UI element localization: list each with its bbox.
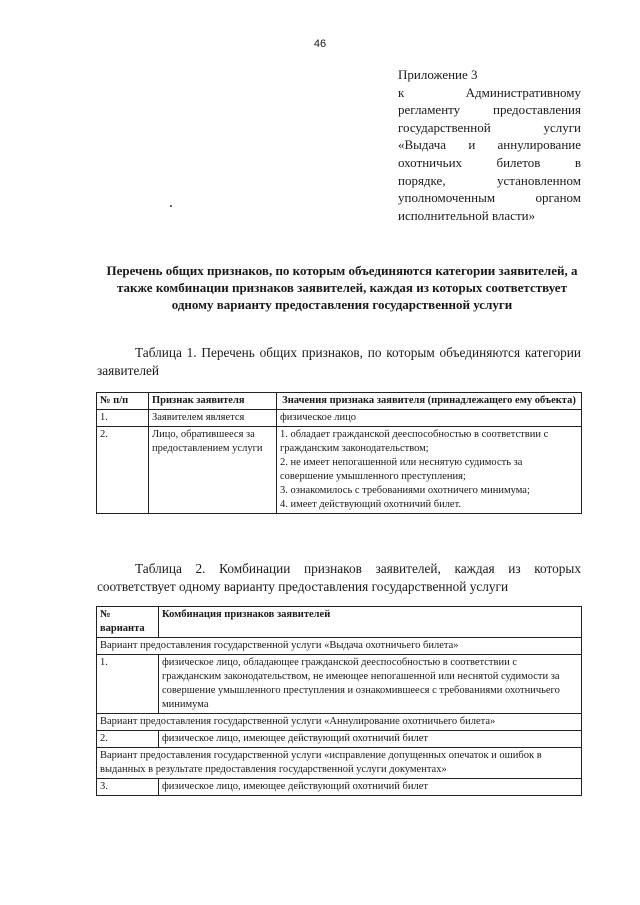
table2-cell-combination: физическое лицо, имеющее действующий охотничий билет — [159, 731, 582, 748]
table1-value-line: 1. обладает гражданской дееспособностью в соответствии с гражданским законодательством; — [280, 429, 549, 454]
table1-value-line: 3. ознакомилось с требованиями охотничего минимума; — [280, 485, 530, 496]
appendix-line: Приложение 3 — [398, 67, 478, 82]
table1-header-sign: Признак заявителя — [149, 393, 277, 410]
table1 — [96, 392, 582, 514]
table2-cell-combination: физическое лицо, обладающее гражданской дееспособностью в соответствии с гражданским законодательством, не имеющее непогашенной или неснятой судимости за совершение умышленного преступления и ознакомившееся с требованиями охотничьего минимума — [159, 655, 582, 714]
table2-cell-num: 3. — [97, 779, 159, 796]
table1-header-row — [97, 393, 582, 410]
table1-cell-sign: Лицо, обратившееся за предоставлением услуги — [149, 427, 277, 514]
appendix-line: регламенту предоставления — [398, 102, 581, 118]
table-row — [97, 779, 582, 796]
table2-header-combination: Комбинация признаков заявителей — [159, 607, 582, 638]
table2-cell-num: 1. — [97, 655, 159, 714]
table1-cell-value: физическое лицо — [277, 410, 582, 427]
appendix-line: к Административному — [398, 84, 581, 100]
table2-cell-combination: физическое лицо, имеющее действующий охотничий билет — [159, 779, 582, 796]
table2-variant-title: Вариант предоставления государственной услуги «Выдача охотничьего билета» — [97, 638, 582, 655]
page-number: 46 — [313, 38, 327, 50]
table2-variant-title-row — [97, 638, 582, 655]
table2-header-num: № варианта — [97, 607, 159, 638]
table2-caption-text: Таблица 2. Комбинации признаков заявителей, каждая из которых соответствует одному варианту предоставления государственной услуги — [97, 561, 581, 594]
table2-variant-title: Вариант предоставления государственной услуги «исправление допущенных опечаток и ошибок в выданных в результате предоставления государственной услуги документах» — [97, 748, 582, 779]
table-row — [97, 410, 582, 427]
appendix-block — [398, 66, 581, 224]
appendix-line: порядке, установленном — [398, 172, 581, 188]
table2-caption — [97, 560, 581, 596]
table2-header-row — [97, 607, 582, 638]
table1-header-num: № п/п — [97, 393, 149, 410]
table1-caption-text: Таблица 1. Перечень общих признаков, по которым объединяются категории заявителей — [97, 345, 581, 378]
table1-caption — [97, 344, 581, 380]
stray-mark — [170, 205, 172, 207]
table2-cell-num: 2. — [97, 731, 159, 748]
table2 — [96, 606, 582, 796]
table1-cell-num: 1. — [97, 410, 149, 427]
table1-cell-num: 2. — [97, 427, 149, 514]
table1-value-line: 4. имеет действующий охотничий билет. — [280, 499, 462, 510]
appendix-line: «Выдача и аннулирование — [398, 137, 581, 153]
table2-variant-title-row — [97, 714, 582, 731]
table2-variant-title-row — [97, 748, 582, 779]
appendix-line: исполнительной власти» — [398, 207, 536, 223]
appendix-line: охотничьих билетов в — [398, 154, 581, 170]
table-row — [97, 731, 582, 748]
table1-cell-values — [277, 427, 582, 514]
table1-cell-sign: Заявителем является — [149, 410, 277, 427]
table-row — [97, 655, 582, 714]
appendix-line: уполномоченным органом — [398, 190, 581, 206]
appendix-line: государственной услуги — [398, 119, 581, 135]
table1-value-line: 2. не имеет непогашенной или неснятую судимость за совершение умышленного преступления; — [280, 457, 523, 482]
table2-variant-title: Вариант предоставления государственной услуги «Аннулирование охотничьего билета» — [97, 714, 582, 731]
table-row — [97, 427, 582, 514]
table1-header-values: Значения признака заявителя (принадлежащего ему объекта) — [277, 393, 582, 410]
document-title: Перечень общих признаков, по которым объединяются категории заявителей, а также комбинации признаков заявителей, каждая из которых соответствует одному варианту предоставления государственной услуги — [106, 263, 578, 312]
